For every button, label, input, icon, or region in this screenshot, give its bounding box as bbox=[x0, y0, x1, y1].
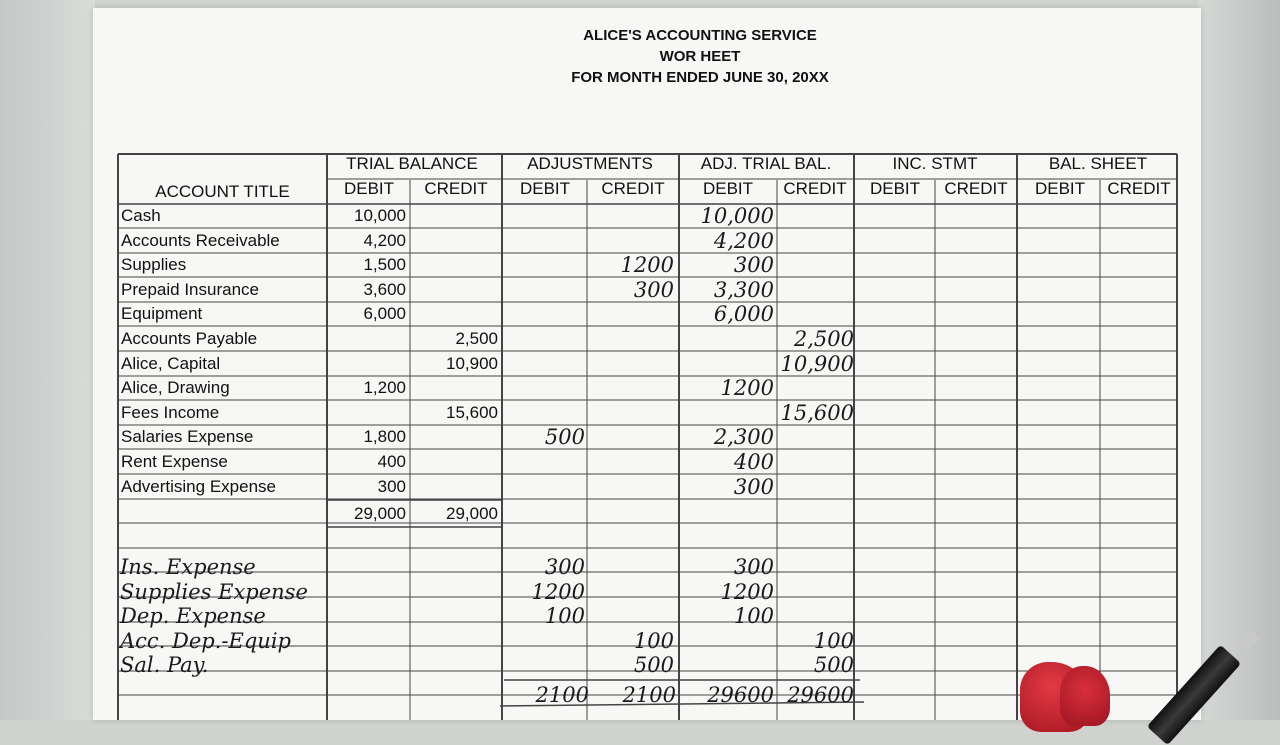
atb-credit bbox=[776, 204, 854, 228]
account-name: Equipment bbox=[121, 304, 203, 323]
header-account-title: ACCOUNT TITLE bbox=[155, 182, 290, 201]
atb-debit: 300 bbox=[733, 253, 774, 277]
atb-debit: 3,300 bbox=[713, 278, 774, 302]
atb-debit: 6,000 bbox=[713, 302, 774, 326]
atb-debit: 2,300 bbox=[713, 425, 774, 449]
adj-debit bbox=[503, 475, 585, 499]
account-name: Prepaid Insurance bbox=[121, 280, 259, 299]
added-account-name: Ins. Expense bbox=[120, 555, 256, 579]
tb-credit: 15,600 bbox=[446, 403, 498, 422]
tb-credit bbox=[412, 450, 498, 474]
atb-debit: 10,000 bbox=[700, 204, 774, 228]
atb-debit: 4,200 bbox=[713, 229, 774, 253]
atb-credit bbox=[776, 278, 854, 302]
added-adj-credit: 500 bbox=[633, 653, 674, 677]
atb-debit: 1200 bbox=[720, 376, 774, 400]
atb-credit bbox=[776, 425, 854, 449]
atb-debit bbox=[680, 352, 774, 376]
added-atb-debit: 100 bbox=[733, 604, 774, 628]
header-debit: DEBIT bbox=[1034, 179, 1086, 198]
fingernail-second bbox=[1060, 666, 1110, 726]
adj-debit bbox=[503, 450, 585, 474]
adj-debit bbox=[503, 376, 585, 400]
adj-total-debit: 2100 bbox=[535, 683, 589, 707]
tb-debit bbox=[329, 352, 406, 376]
header-debit: DEBIT bbox=[519, 179, 571, 198]
adj-debit bbox=[503, 229, 585, 253]
header-balance-sheet: BAL. SHEET bbox=[1048, 154, 1148, 173]
added-adj-debit bbox=[503, 653, 585, 677]
added-atb-credit bbox=[776, 604, 854, 628]
adj-credit: 1200 bbox=[620, 253, 674, 277]
added-atb-credit: 500 bbox=[813, 653, 854, 677]
tb-credit bbox=[412, 204, 498, 228]
header-adj-trial-balance: ADJ. TRIAL BAL. bbox=[700, 154, 832, 173]
added-atb-credit bbox=[776, 580, 854, 604]
tb-debit bbox=[329, 327, 406, 351]
added-adj-credit bbox=[590, 580, 674, 604]
account-name: Alice, Capital bbox=[121, 354, 221, 373]
atb-total-credit: 29600 bbox=[787, 683, 854, 707]
account-name: Accounts Payable bbox=[121, 329, 258, 348]
tb-credit bbox=[412, 229, 498, 253]
added-atb-debit bbox=[680, 653, 774, 677]
adj-debit bbox=[503, 253, 585, 277]
added-account-name: Acc. Dep.-Equip bbox=[120, 629, 291, 653]
tb-debit: 300 bbox=[377, 477, 406, 496]
tb-debit: 400 bbox=[377, 452, 406, 471]
account-name: Advertising Expense bbox=[121, 477, 276, 496]
tb-total-debit: 29,000 bbox=[354, 504, 406, 523]
added-account-name: Sal. Pay. bbox=[120, 653, 209, 677]
header-income-statement: INC. STMT bbox=[892, 154, 978, 173]
adj-total-credit: 2100 bbox=[622, 683, 676, 707]
tb-credit bbox=[412, 425, 498, 449]
atb-debit: 300 bbox=[733, 475, 774, 499]
document-title: WOR HEET bbox=[659, 48, 741, 65]
atb-credit bbox=[776, 376, 854, 400]
added-adj-credit bbox=[590, 555, 674, 579]
added-account-name: Dep. Expense bbox=[120, 604, 266, 628]
adj-debit bbox=[503, 278, 585, 302]
atb-debit bbox=[680, 401, 774, 425]
account-name: Supplies bbox=[121, 255, 187, 274]
adj-credit bbox=[590, 475, 674, 499]
tb-debit: 1,800 bbox=[363, 427, 406, 446]
adj-credit bbox=[590, 204, 674, 228]
atb-credit bbox=[776, 450, 854, 474]
added-account-name: Supplies Expense bbox=[120, 580, 308, 604]
added-adj-debit: 100 bbox=[544, 604, 585, 628]
added-adj-credit: 100 bbox=[633, 629, 674, 653]
tb-credit bbox=[412, 302, 498, 326]
tb-debit: 3,600 bbox=[363, 280, 406, 299]
header-credit: CREDIT bbox=[783, 179, 847, 198]
added-atb-debit: 300 bbox=[733, 555, 774, 579]
tb-total-credit: 29,000 bbox=[446, 504, 498, 523]
adj-credit bbox=[590, 425, 674, 449]
header-adjustments: ADJUSTMENTS bbox=[527, 154, 653, 173]
tb-debit: 1,500 bbox=[363, 255, 406, 274]
added-adj-debit: 300 bbox=[544, 555, 585, 579]
header-credit: CREDIT bbox=[1107, 179, 1171, 198]
tb-credit bbox=[412, 278, 498, 302]
tb-credit bbox=[412, 475, 498, 499]
atb-credit bbox=[776, 302, 854, 326]
tb-debit bbox=[329, 401, 406, 425]
header-debit: DEBIT bbox=[343, 179, 395, 198]
account-name: Cash bbox=[121, 206, 161, 225]
added-atb-credit: 100 bbox=[813, 629, 854, 653]
added-adj-debit: 1200 bbox=[531, 580, 585, 604]
adj-credit bbox=[590, 302, 674, 326]
tb-debit: 4,200 bbox=[363, 231, 406, 250]
added-adj-credit bbox=[590, 604, 674, 628]
adj-debit bbox=[503, 204, 585, 228]
atb-credit bbox=[776, 253, 854, 277]
header-trial-balance: TRIAL BALANCE bbox=[346, 154, 478, 173]
adj-debit bbox=[503, 327, 585, 351]
tb-credit bbox=[412, 253, 498, 277]
period-line: FOR MONTH ENDED JUNE 30, 20XX bbox=[571, 69, 829, 86]
account-name: Accounts Receivable bbox=[121, 231, 280, 250]
atb-credit bbox=[776, 229, 854, 253]
adj-credit bbox=[590, 327, 674, 351]
adj-credit bbox=[590, 450, 674, 474]
atb-credit: 2,500 bbox=[793, 327, 854, 351]
header-credit: CREDIT bbox=[601, 179, 665, 198]
header-debit: DEBIT bbox=[702, 179, 754, 198]
atb-credit bbox=[776, 475, 854, 499]
tb-credit bbox=[412, 376, 498, 400]
adj-credit bbox=[590, 229, 674, 253]
adj-credit bbox=[590, 352, 674, 376]
tb-debit: 6,000 bbox=[363, 304, 406, 323]
adj-credit bbox=[590, 401, 674, 425]
adj-debit bbox=[503, 401, 585, 425]
account-name: Alice, Drawing bbox=[121, 378, 230, 397]
added-adj-debit bbox=[503, 629, 585, 653]
added-atb-credit bbox=[776, 555, 854, 579]
header-credit: CREDIT bbox=[424, 179, 488, 198]
tb-debit: 10,000 bbox=[354, 206, 406, 225]
tb-credit: 10,900 bbox=[446, 354, 498, 373]
company-name: ALICE'S ACCOUNTING SERVICE bbox=[583, 27, 817, 44]
adj-debit bbox=[503, 302, 585, 326]
adj-credit: 300 bbox=[633, 278, 674, 302]
account-name: Rent Expense bbox=[121, 452, 228, 471]
atb-debit bbox=[680, 327, 774, 351]
added-atb-debit bbox=[680, 629, 774, 653]
atb-credit: 10,900 bbox=[780, 352, 854, 376]
adj-debit: 500 bbox=[544, 425, 585, 449]
account-name: Salaries Expense bbox=[121, 427, 254, 446]
atb-credit: 15,600 bbox=[780, 401, 854, 425]
account-name: Fees Income bbox=[121, 403, 220, 422]
tb-credit: 2,500 bbox=[455, 329, 498, 348]
header-credit: CREDIT bbox=[944, 179, 1008, 198]
header-debit: DEBIT bbox=[869, 179, 921, 198]
added-atb-debit: 1200 bbox=[720, 580, 774, 604]
atb-total-debit: 29600 bbox=[707, 683, 774, 707]
tb-debit: 1,200 bbox=[363, 378, 406, 397]
adj-credit bbox=[590, 376, 674, 400]
adj-debit bbox=[503, 352, 585, 376]
atb-debit: 400 bbox=[733, 450, 774, 474]
